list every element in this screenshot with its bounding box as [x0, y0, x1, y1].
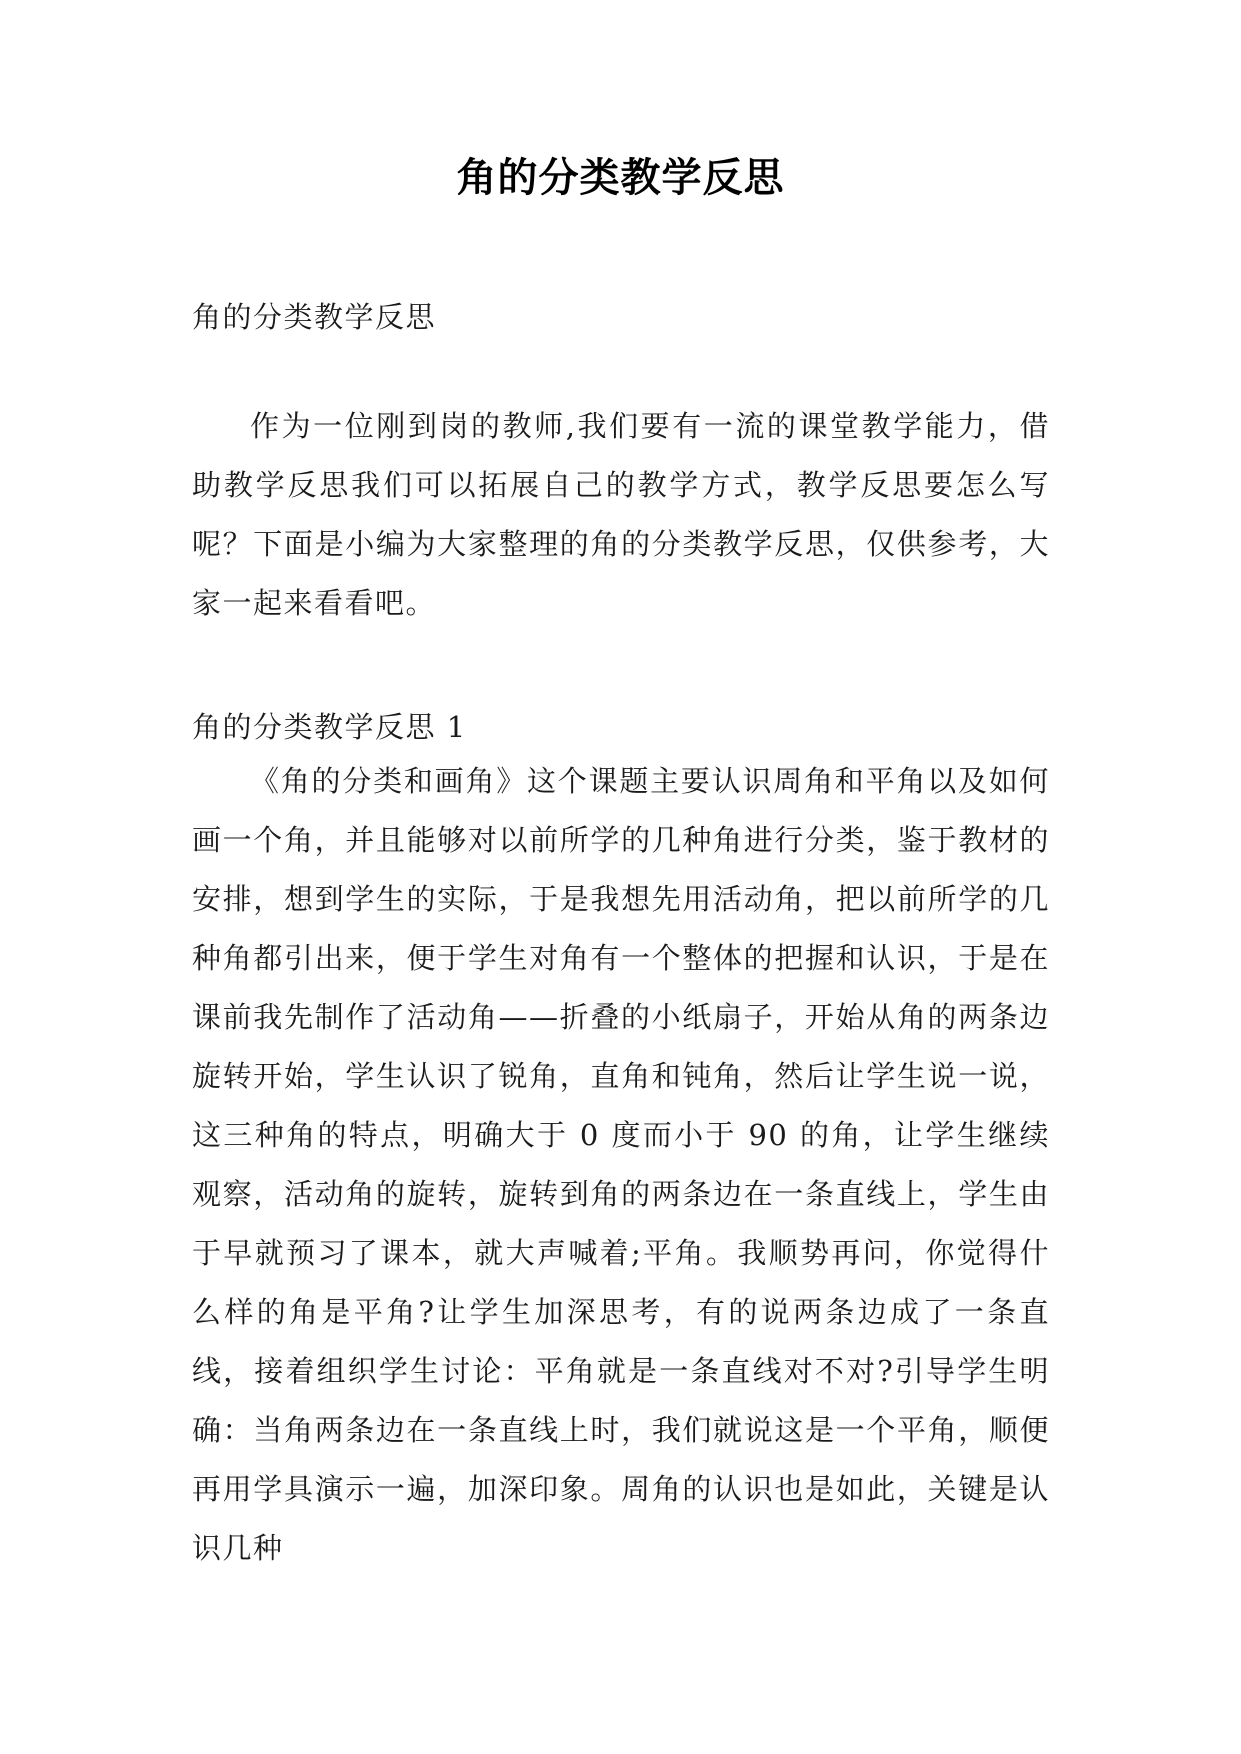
- section-body-paragraph: 《角的分类和画角》这个课题主要认识周角和平角以及如何画一个角，并且能够对以前所学的几种角进行分类，鉴于教材的安排，想到学生的实际，于是我想先用活动角，把以前所学的几种角都引出来，便于学生对角有一个整体的把握和认识，于是在课前我先制作了活动角——折叠的小纸扇子，开始从角的两条边旋转开始，学生认识了锐角，直角和钝角，然后让学生说一说，这三种角的特点，明确大于 0 度而小于 90 的角，让学生继续观察，活动角的旋转，旋转到角的两条边在一条直线上，学生由于早就预习了课本，就大声喊着;平角。我顺势再问，你觉得什么样的角是平角?让学生加深思考，有的说两条边成了一条直线，接着组织学生讨论：平角就是一条直线对不对?引导学生明确：当角两条边在一条直线上时，我们就说这是一个平角，顺便再用学具演示一遍，加深印象。周角的认识也是如此，关键是认识几种: [192, 764, 1050, 1565]
- document-subtitle: 角的分类教学反思: [192, 300, 437, 334]
- intro-paragraph: 作为一位刚到岗的教师,我们要有一流的课堂教学能力，借助教学反思我们可以拓展自己的教学方式，教学反思要怎么写呢？下面是小编为大家整理的角的分类教学反思，仅供参考，大家一起来看看吧。: [192, 409, 1050, 620]
- section-heading: 角的分类教学反思 1: [192, 710, 467, 744]
- document-title: 角的分类教学反思: [456, 155, 785, 201]
